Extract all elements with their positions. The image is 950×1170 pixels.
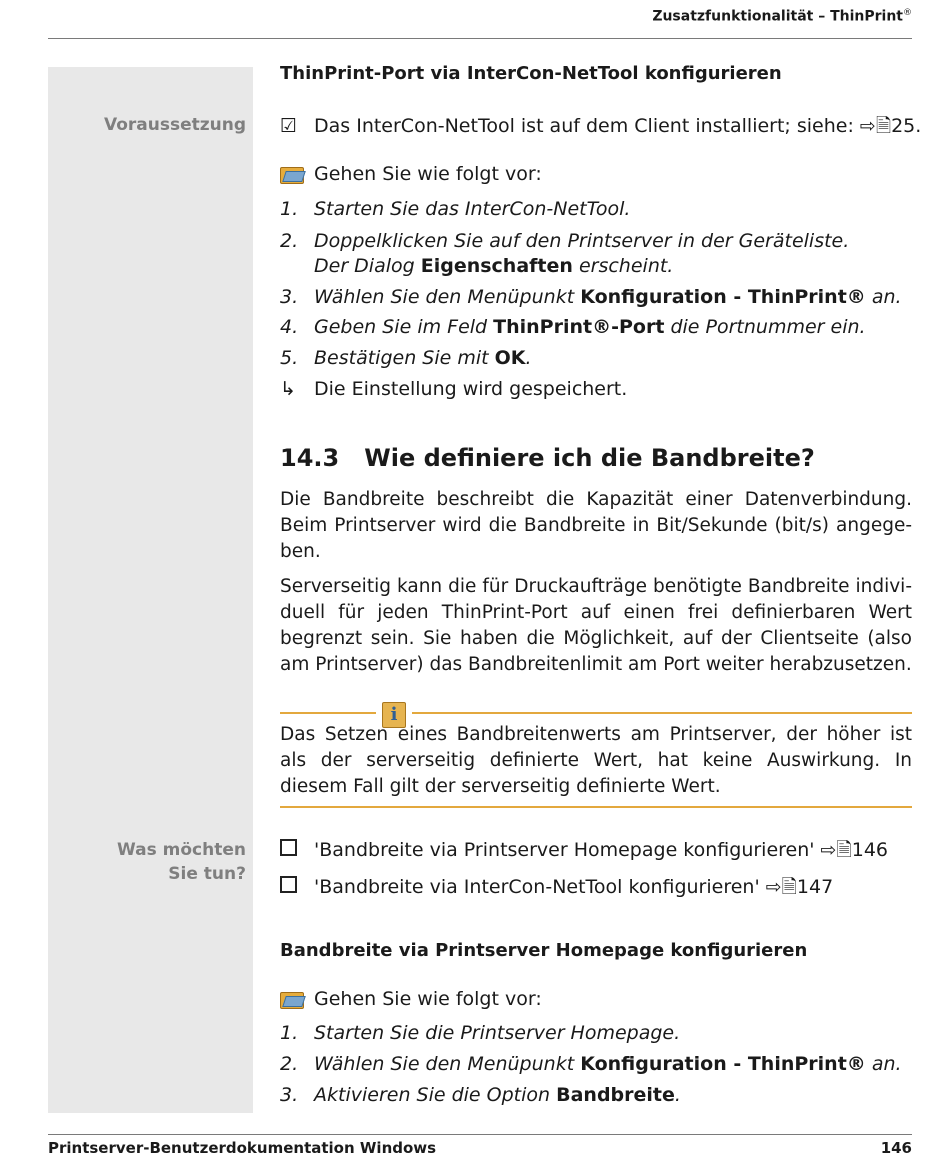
- step-2b: 2. Wählen Sie den Menüpunkt Konfiguration - ThinPrint® an.: [280, 1053, 902, 1075]
- hand-pointing-icon: [280, 165, 304, 183]
- option-link-homepage[interactable]: 'Bandbreite via Printserver Homepage konfigurieren' ⇨🗎146: [280, 837, 920, 863]
- section-title-netool: ThinPrint-Port via InterCon-NetTool konfigurieren: [280, 63, 782, 84]
- hand-pointing-icon: [280, 990, 304, 1008]
- result-row: ↳ Die Einstellung wird gespeichert.: [280, 378, 628, 400]
- footer-document-title: Printserver-Benutzerdokumentation Windows: [48, 1139, 437, 1157]
- info-icon: i: [382, 702, 406, 728]
- note-bottom-rule: [280, 806, 912, 808]
- step-3b: 3. Aktivieren Sie die Option Bandbreite.: [280, 1084, 681, 1106]
- paragraph-bandwidth-definition: Die Bandbreite beschreibt die Kapazität einer Datenverbindung. Beim Printserver wird die Bandbreite in Bit/Sekunde (bit/s) angege-ben.: [280, 489, 912, 562]
- step-4: 4. Geben Sie im Feld ThinPrint®-Port die Portnummer ein.: [280, 316, 866, 338]
- step-1: 1. Starten Sie das InterCon-NetTool.: [280, 198, 631, 220]
- step-2: 2. Doppelklicken Sie auf den Printserver in der Geräteliste.: [280, 230, 850, 252]
- step-1b: 1. Starten Sie die Printserver Homepage.: [280, 1022, 681, 1044]
- what-to-do-label-1: Was möchten: [117, 840, 246, 860]
- option-link-netool[interactable]: 'Bandbreite via InterCon-NetTool konfigurieren' ⇨🗎147: [280, 874, 920, 900]
- procedure-intro: Gehen Sie wie folgt vor:: [280, 161, 920, 187]
- info-note-text: Das Setzen eines Bandbreitenwerts am Printserver, der höher ist als der serverseitig definierte Wert, hat keine Auswirkung. In diesem Fall gilt der serverseitig definierte Wert.: [280, 724, 912, 797]
- header-rule: [48, 38, 912, 39]
- page-number: 146: [880, 1139, 912, 1157]
- procedure-intro-2: Gehen Sie wie folgt vor:: [280, 986, 920, 1012]
- checked-box-icon: ☑: [280, 115, 298, 137]
- section-title-homepage: Bandbreite via Printserver Homepage konfigurieren: [280, 940, 808, 961]
- result-arrow-icon: ↳: [280, 378, 296, 400]
- section-heading-14-3: 14.3 Wie definiere ich die Bandbreite?: [280, 444, 815, 472]
- empty-checkbox-icon: [280, 839, 297, 856]
- note-top-rule-left: [280, 712, 376, 714]
- prerequisite-row: ☑ Das InterCon-NetTool ist auf dem Client installiert; siehe: ⇨🗎25.: [280, 115, 922, 137]
- step-3: 3. Wählen Sie den Menüpunkt Konfiguration - ThinPrint® an.: [280, 286, 902, 308]
- what-to-do-label-2: Sie tun?: [168, 864, 246, 884]
- step-5: 5. Bestätigen Sie mit OK.: [280, 347, 532, 369]
- empty-checkbox-icon: [280, 876, 297, 893]
- step-2-result: Der Dialog Eigenschaften erscheint.: [314, 255, 674, 277]
- prerequisite-label: Voraussetzung: [103, 115, 246, 135]
- margin-sidebar: [48, 67, 253, 1113]
- footer-rule: [48, 1134, 912, 1135]
- running-header: Zusatzfunktionalität – ThinPrint®: [652, 8, 912, 25]
- paragraph-bandwidth-limit: Serverseitig kann die für Druckaufträge benötigte Bandbreite indivi-duell für jeden ThinPrint-Port auf einen frei definierbaren Wert begrenzt sein. Sie haben die Möglichkeit, auf der Clientseite (also am Printserver) das Bandbreitenlimit am Port weiter herabzusetzen.: [280, 576, 912, 675]
- note-top-rule-right: [412, 712, 912, 714]
